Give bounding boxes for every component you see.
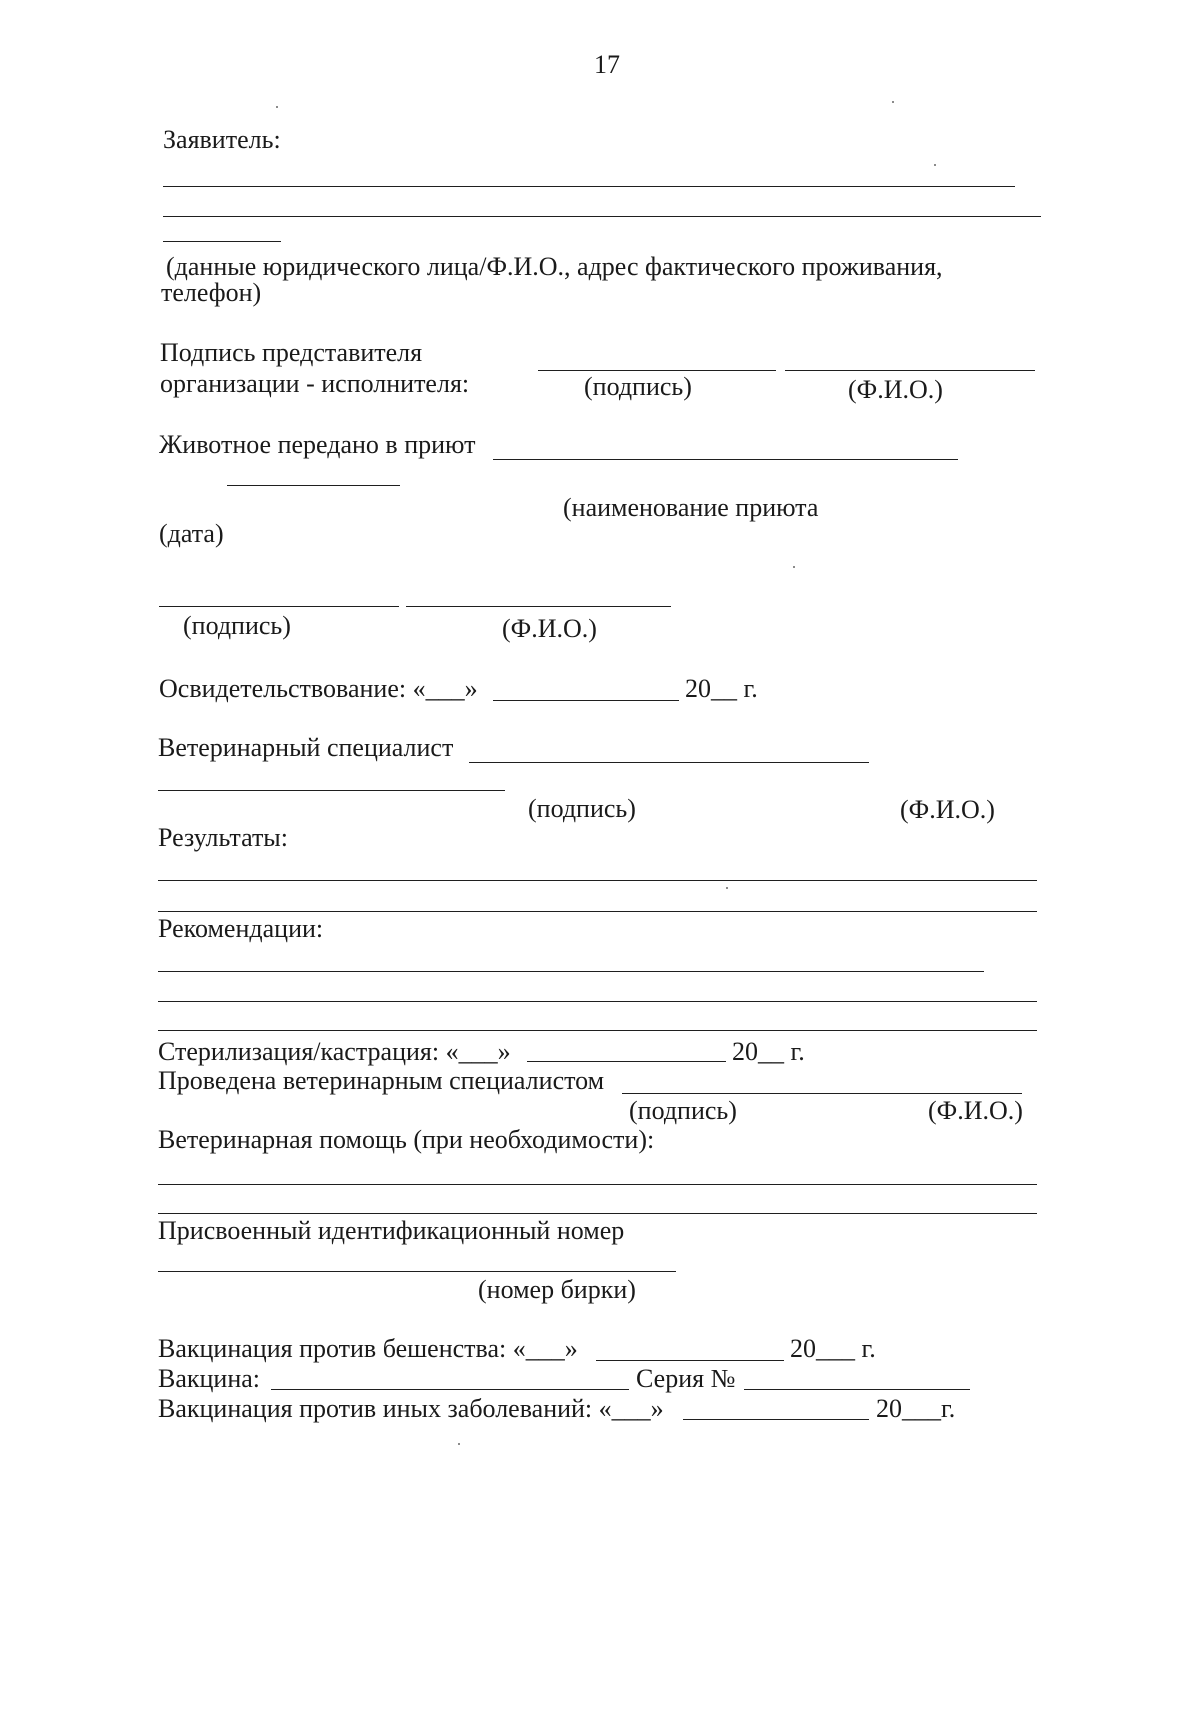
- rabies-year: 20___ г.: [790, 1334, 876, 1363]
- vet-help-label: Ветеринарная помощь (при необходимости):: [158, 1125, 655, 1154]
- id-number-hint: (номер бирки): [478, 1275, 636, 1304]
- series-label: Серия №: [636, 1364, 736, 1393]
- executor-label-2: организации - исполнителя:: [160, 369, 470, 398]
- id-number-label: Присвоенный идентификационный номер: [158, 1216, 625, 1245]
- executor-signature-line[interactable]: [538, 370, 776, 371]
- shelter-name-line[interactable]: [493, 459, 958, 460]
- shelter-person-name-line[interactable]: [406, 606, 671, 607]
- other-vaccination-month-line[interactable]: [683, 1419, 869, 1420]
- vet-specialist-label: Ветеринарный специалист: [158, 733, 454, 762]
- executor-name-line[interactable]: [785, 370, 1035, 371]
- shelter-signature-hint: (подпись): [183, 611, 291, 640]
- scan-speck: [934, 164, 936, 166]
- scan-speck: [458, 1443, 460, 1445]
- executor-name-hint: (Ф.И.О.): [848, 375, 943, 404]
- executor-label: Подпись представителя: [160, 338, 423, 367]
- applicant-hint: (данные юридического лица/Ф.И.О., адрес фактического проживания,: [166, 252, 943, 281]
- examination-year: 20__ г.: [685, 674, 758, 703]
- vaccine-name-line[interactable]: [271, 1389, 629, 1390]
- applicant-fill-line-3[interactable]: [163, 241, 281, 242]
- shelter-name-hint: (наименование приюта: [563, 493, 819, 522]
- applicant-label: Заявитель:: [163, 125, 281, 154]
- vet-help-line-1[interactable]: [158, 1184, 1037, 1185]
- sterilization-signature-hint: (подпись): [629, 1096, 737, 1125]
- scan-speck: [892, 101, 894, 103]
- recommendations-label: Рекомендации:: [158, 914, 324, 943]
- vet-specialist-name-line[interactable]: [158, 790, 505, 791]
- vet-specialist-signature-line[interactable]: [469, 762, 869, 763]
- vet-specialist-name-hint: (Ф.И.О.): [900, 795, 995, 824]
- sterilization-year: 20__ г.: [732, 1037, 805, 1066]
- results-line-2[interactable]: [158, 911, 1037, 912]
- scan-speck: [726, 887, 728, 889]
- sterilization-performed-label: Проведена ветеринарным специалистом: [158, 1066, 605, 1095]
- recommendations-line-3[interactable]: [158, 1030, 1037, 1031]
- scan-speck: [276, 106, 278, 108]
- shelter-label: Животное передано в приют: [159, 430, 476, 459]
- page-number: 17: [594, 50, 620, 79]
- recommendations-line-2[interactable]: [158, 1001, 1037, 1002]
- results-label: Результаты:: [158, 823, 288, 852]
- applicant-fill-line-1[interactable]: [163, 186, 1015, 187]
- scan-speck: [793, 566, 795, 568]
- rabies-month-line[interactable]: [596, 1360, 784, 1361]
- id-number-line[interactable]: [158, 1271, 676, 1272]
- shelter-signature-line[interactable]: [159, 606, 399, 607]
- applicant-fill-line-2[interactable]: [163, 216, 1041, 217]
- vaccine-label: Вакцина:: [158, 1364, 261, 1393]
- other-vaccination-year: 20___г.: [876, 1394, 956, 1423]
- results-line-1[interactable]: [158, 880, 1037, 881]
- sterilization-name-hint: (Ф.И.О.): [928, 1096, 1023, 1125]
- shelter-date-hint: (дата): [159, 519, 224, 548]
- shelter-person-name-hint: (Ф.И.О.): [502, 614, 597, 643]
- sterilization-month-line[interactable]: [527, 1061, 726, 1062]
- shelter-date-line[interactable]: [227, 485, 400, 486]
- vet-help-line-2[interactable]: [158, 1213, 1037, 1214]
- other-vaccination-label: Вакцинация против иных заболеваний: «___»: [158, 1394, 664, 1423]
- examination-label: Освидетельствование: «___»: [159, 674, 478, 703]
- recommendations-line-1[interactable]: [158, 971, 984, 972]
- examination-month-line[interactable]: [493, 700, 679, 701]
- executor-signature-hint: (подпись): [584, 372, 692, 401]
- rabies-vaccination-label: Вакцинация против бешенства: «___»: [158, 1334, 578, 1363]
- series-number-line[interactable]: [744, 1389, 970, 1390]
- applicant-hint-2: телефон): [161, 278, 262, 307]
- vet-specialist-signature-hint: (подпись): [528, 794, 636, 823]
- sterilization-vet-line[interactable]: [622, 1093, 1022, 1094]
- sterilization-label: Стерилизация/кастрация: «___»: [158, 1037, 511, 1066]
